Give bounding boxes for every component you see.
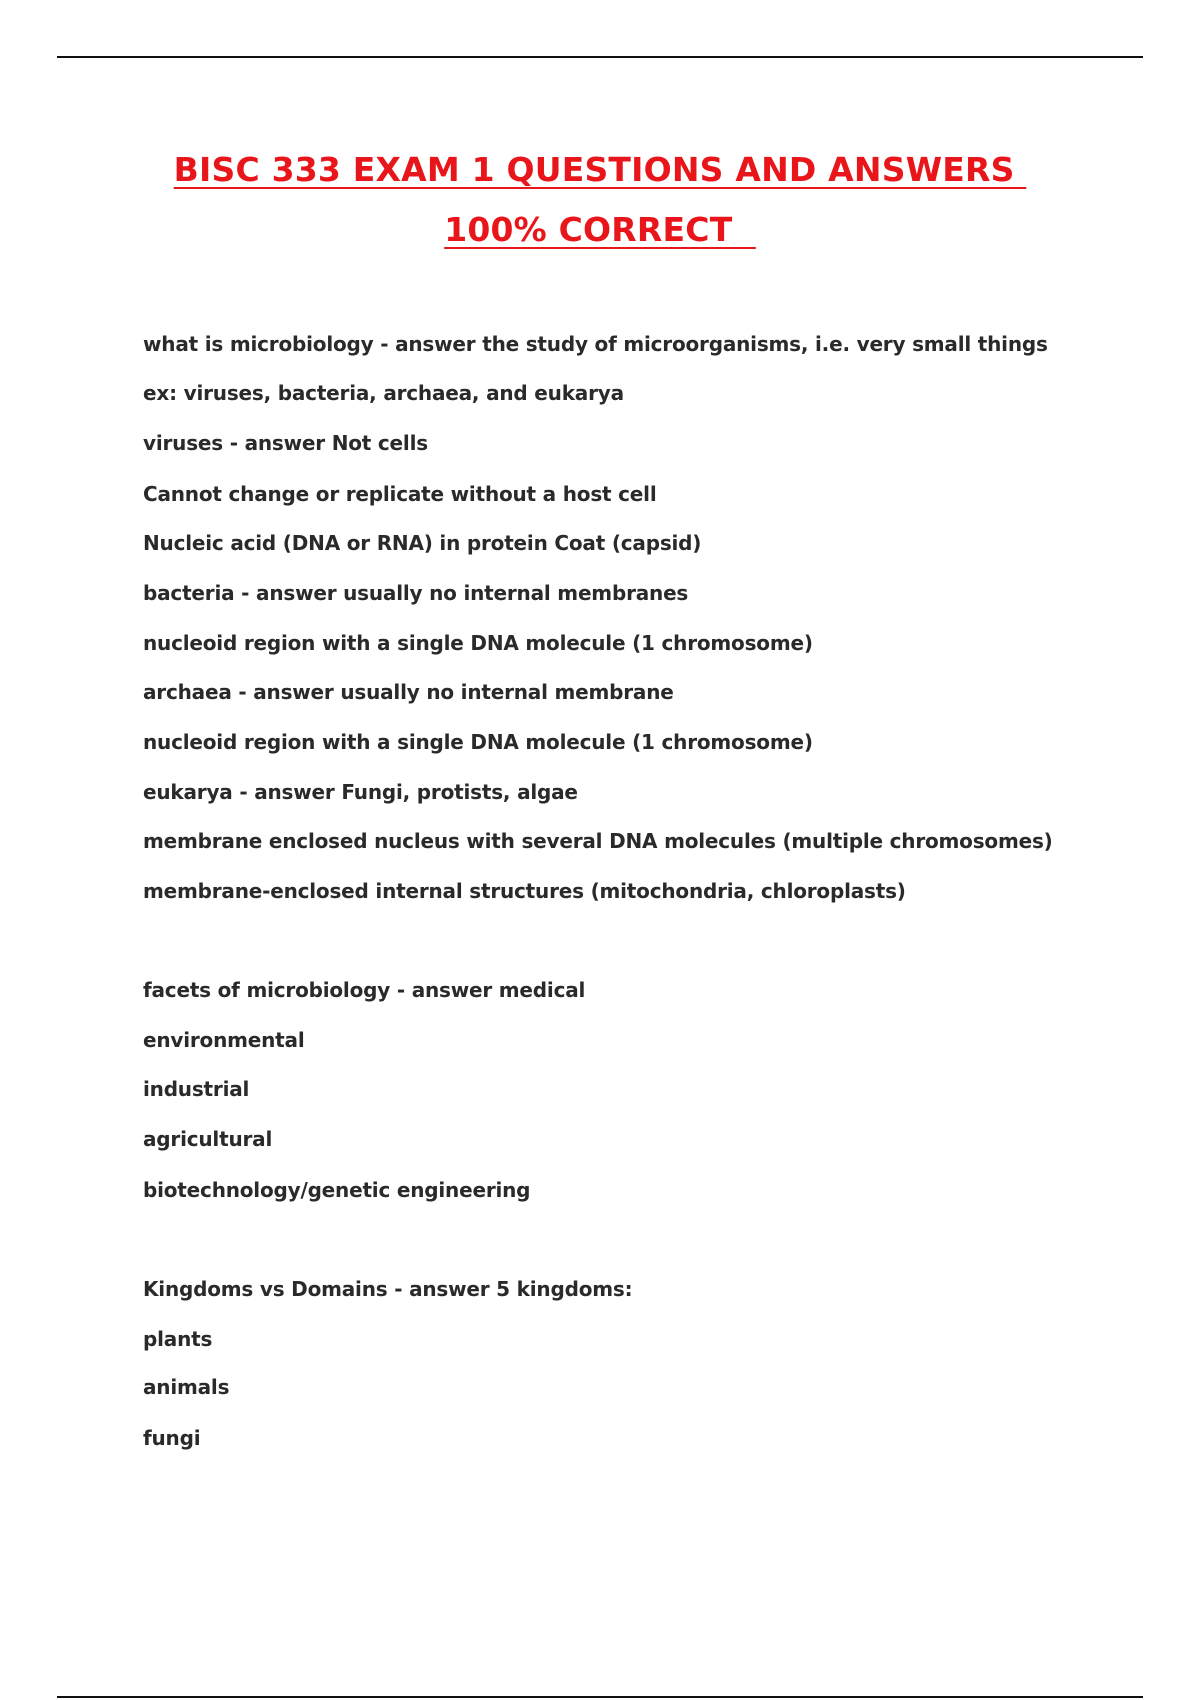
qa-line: eukarya - answer Fungi, protists, algae — [143, 780, 578, 804]
qa-line: nucleoid region with a single DNA molecule (1 chromosome) — [143, 631, 813, 655]
title-line-1: BISC 333 EXAM 1 QUESTIONS AND ANSWERS — [173, 150, 1027, 189]
qa-line: Nucleic acid (DNA or RNA) in protein Coat (capsid) — [143, 531, 702, 555]
qa-line: ex: viruses, bacteria, archaea, and eukarya — [143, 381, 624, 405]
qa-line: Cannot change or replicate without a host cell — [143, 482, 657, 506]
qa-line: fungi — [143, 1426, 201, 1450]
qa-line: environmental — [143, 1028, 305, 1052]
qa-line: bacteria - answer usually no internal membranes — [143, 581, 689, 605]
bottom-rule — [57, 1696, 1143, 1698]
qa-line: membrane-enclosed internal structures (mitochondria, chloroplasts) — [143, 879, 906, 903]
qa-line: agricultural — [143, 1127, 273, 1151]
qa-line: what is microbiology - answer the study of microorganisms, i.e. very small things — [143, 332, 1048, 356]
qa-line: archaea - answer usually no internal membrane — [143, 680, 674, 704]
qa-line: industrial — [143, 1077, 250, 1101]
qa-line: facets of microbiology - answer medical — [143, 978, 586, 1002]
top-rule — [57, 56, 1143, 58]
qa-line: nucleoid region with a single DNA molecule (1 chromosome) — [143, 730, 813, 754]
qa-line: animals — [143, 1375, 230, 1399]
qa-line: membrane enclosed nucleus with several DNA molecules (multiple chromosomes) — [143, 829, 1053, 853]
title-line-2: 100% CORRECT — [444, 210, 756, 249]
qa-line: biotechnology/genetic engineering — [143, 1178, 531, 1202]
qa-line: viruses - answer Not cells — [143, 431, 428, 455]
qa-line: plants — [143, 1327, 213, 1351]
qa-line: Kingdoms vs Domains - answer 5 kingdoms: — [143, 1277, 633, 1301]
